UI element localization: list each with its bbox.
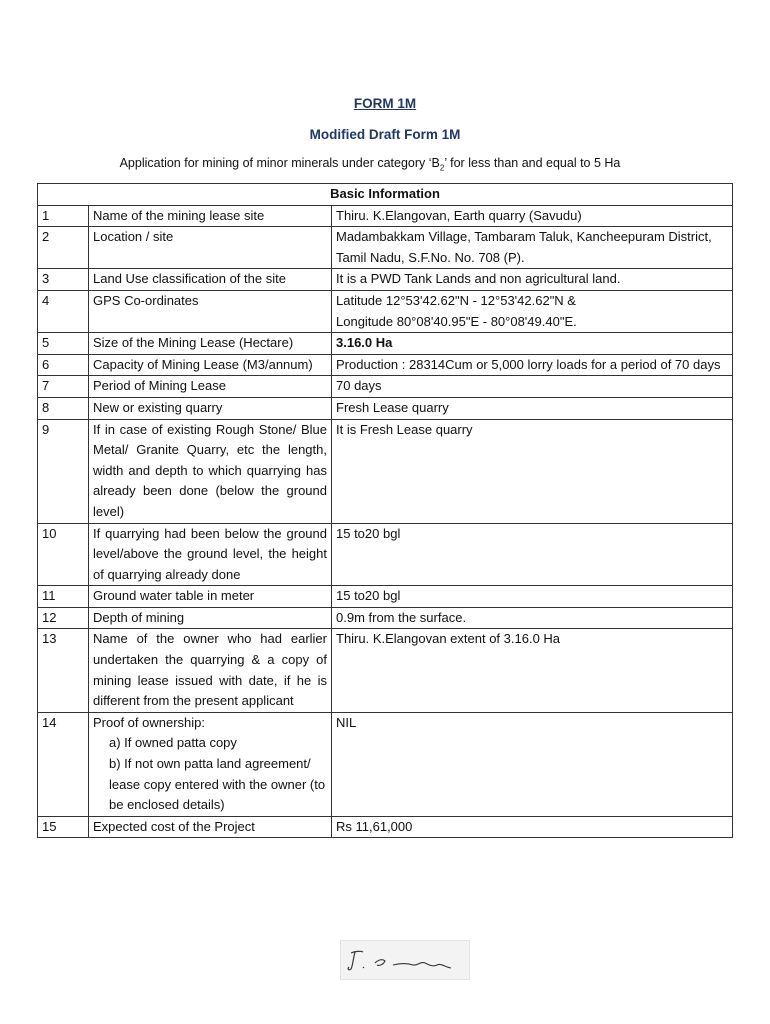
table-row [38,354,733,376]
proof-heading: Proof of ownership: [93,714,206,730]
row-value: It is Fresh Lease quarry [332,419,733,523]
row-number: 14 [38,712,89,816]
row-value: NIL [332,712,733,816]
table-header-row [38,184,733,206]
form-subtitle: Modified Draft Form 1M [309,127,461,142]
table-row [38,607,733,629]
table-row [38,419,733,523]
row-number: 7 [38,376,89,398]
signature-scribble-icon [341,941,469,979]
row-value: 15 to20 bgl [332,523,733,586]
table-row [38,523,733,586]
row-item: Expected cost of the Project [89,816,332,838]
row-number: 11 [38,586,89,608]
table-row [38,205,733,227]
row-number: 1 [38,205,89,227]
row-number: 5 [38,333,89,355]
table-row [38,290,733,332]
description-text: Application for mining of minor minerals under category ‘B [119,156,440,170]
row-value: Production : 28314Cum or 5,000 lorry loads for a period of 70 days [332,354,733,376]
longitude-line: Longitude 80°08'40.95"E - 80°08'49.40"E. [336,313,577,329]
row-number: 3 [38,269,89,291]
row-number: 15 [38,816,89,838]
row-value: 15 to20 bgl [332,586,733,608]
row-value: Thiru. K.Elangovan, Earth quarry (Savudu) [332,205,733,227]
row-number: 2 [38,227,89,269]
row-value: Rs 11,61,000 [332,816,733,838]
row-item: Ground water table in meter [89,586,332,608]
row-number: 12 [38,607,89,629]
table-row [38,629,733,712]
latitude-line: Latitude 12°53'42.62"N - 12°53'42.62"N & [336,292,576,308]
form-title: FORM 1M [353,96,417,111]
row-value: Madambakkam Village, Tambaram Taluk, Kancheepuram District, Tamil Nadu, S.F.No. No. 708 (P). [332,227,733,269]
row-value: 3.16.0 Ha [332,333,733,355]
table-row [38,586,733,608]
row-number: 4 [38,290,89,332]
row-item: Name of the mining lease site [89,205,332,227]
description-text-end: ’ for less than and equal to 5 Ha [444,156,621,170]
table-row [38,333,733,355]
row-value [332,290,733,332]
row-value: It is a PWD Tank Lands and non agricultural land. [332,269,733,291]
row-value: 70 days [332,376,733,398]
row-number: 9 [38,419,89,523]
row-item: Depth of mining [89,607,332,629]
row-item: Capacity of Mining Lease (M3/annum) [89,354,332,376]
proof-option-b: b) If not own patta land agreement/ lease copy entered with the owner (to be enclosed details) [109,756,326,813]
row-value: Thiru. K.Elangovan extent of 3.16.0 Ha [332,629,733,712]
table-row [38,227,733,269]
category-subscript: 2 [439,163,445,173]
proof-option-a: a) If owned patta copy [109,735,237,751]
table-row [38,269,733,291]
row-value: Fresh Lease quarry [332,397,733,419]
row-item: Period of Mining Lease [89,376,332,398]
table-row [38,712,733,816]
row-item: GPS Co-ordinates [89,290,332,332]
row-item: If quarrying had been below the ground level/above the ground level, the height of quarrying already done [89,523,332,586]
table-row [38,376,733,398]
row-number: 10 [38,523,89,586]
table-row [38,816,733,838]
row-item: Land Use classification of the site [89,269,332,291]
table-row [38,397,733,419]
row-item: Location / site [89,227,332,269]
row-item: Size of the Mining Lease (Hectare) [89,333,332,355]
section-title: Basic Information [38,184,733,206]
row-number: 8 [38,397,89,419]
row-item: New or existing quarry [89,397,332,419]
basic-information-table [37,183,733,838]
row-number: 6 [38,354,89,376]
form-description [0,156,740,173]
row-value: 0.9m from the surface. [332,607,733,629]
row-number: 13 [38,629,89,712]
row-item [89,712,332,816]
row-item: Name of the owner who had earlier undertaken the quarrying & a copy of mining lease issued with date, if he is different from the present applicant [89,629,332,712]
signature-image [340,940,470,980]
row-item: If in case of existing Rough Stone/ Blue Metal/ Granite Quarry, etc the length, width and depth to which quarrying has already been done (below the ground level) [89,419,332,523]
